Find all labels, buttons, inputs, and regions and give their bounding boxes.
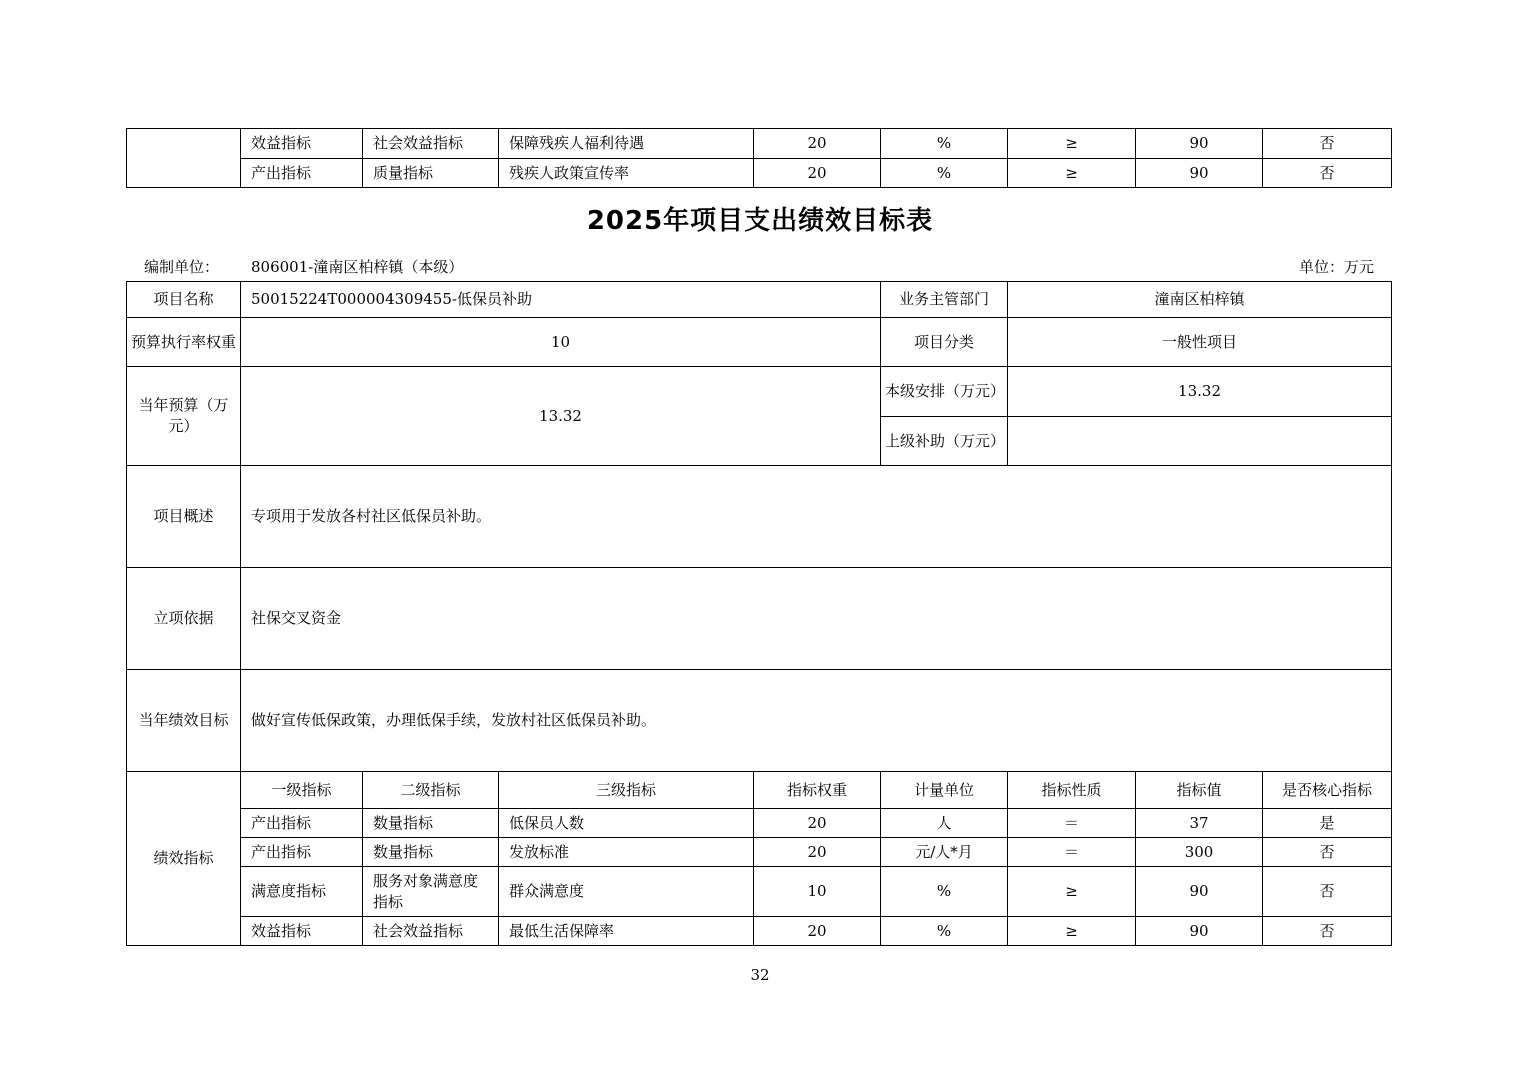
nature-cell: ≥ — [1008, 867, 1136, 917]
budget-value: 13.32 — [241, 367, 881, 466]
level3-cell: 残疾人政策宣传率 — [499, 159, 754, 188]
value-cell: 37 — [1136, 809, 1263, 838]
column-header: 是否核心指标 — [1263, 772, 1392, 809]
level2-cell: 质量指标 — [363, 159, 499, 188]
goal-value: 做好宣传低保政策，办理低保手续，发放村社区低保员补助。 — [241, 670, 1392, 772]
unit-value: 806001-潼南区柏梓镇（本级） — [251, 258, 464, 276]
local-label: 本级安排（万元） — [881, 367, 1008, 417]
exec-label: 预算执行率权重 — [127, 318, 241, 367]
category-value: 一般性项目 — [1008, 318, 1392, 367]
value-cell: 90 — [1136, 867, 1263, 917]
level2-cell: 社会效益指标 — [363, 129, 499, 159]
basis-value: 社保交叉资金 — [241, 568, 1392, 670]
level1-cell: 满意度指标 — [241, 867, 363, 917]
page-title: 2025年项目支出绩效目标表 — [586, 206, 934, 236]
level2-cell: 社会效益指标 — [363, 917, 499, 946]
level3-cell: 发放标准 — [499, 838, 754, 867]
column-header: 三级指标 — [499, 772, 754, 809]
exec-value: 10 — [241, 318, 881, 367]
level3-cell: 低保员人数 — [499, 809, 754, 838]
level3-cell: 保障残疾人福利待遇 — [499, 129, 754, 159]
level2-cell: 数量指标 — [363, 809, 499, 838]
weight-cell: 20 — [754, 917, 881, 946]
unit-label: 编制单位： — [144, 258, 220, 276]
column-header: 指标性质 — [1008, 772, 1136, 809]
core-cell: 否 — [1263, 838, 1392, 867]
table-row — [127, 159, 1392, 188]
unit-cell: 人 — [881, 809, 1008, 838]
overview-label: 项目概述 — [127, 466, 241, 568]
unit-cell: % — [881, 159, 1008, 188]
nature-cell: ≥ — [1008, 159, 1136, 188]
column-header: 指标值 — [1136, 772, 1263, 809]
weight-cell: 20 — [754, 129, 881, 159]
empty-cell — [127, 129, 241, 188]
category-label: 项目分类 — [881, 318, 1008, 367]
upper-value — [1008, 417, 1392, 466]
currency-label: 单位：万元 — [1299, 258, 1375, 276]
level2-cell: 数量指标 — [363, 838, 499, 867]
table-row — [127, 867, 1392, 917]
table-row — [127, 809, 1392, 838]
nature-cell: ＝ — [1008, 809, 1136, 838]
unit-cell: % — [881, 917, 1008, 946]
basis-label: 立项依据 — [127, 568, 241, 670]
core-cell: 是 — [1263, 809, 1392, 838]
table-row — [127, 129, 1392, 159]
dept-value: 潼南区柏梓镇 — [1008, 282, 1392, 318]
table-row — [127, 282, 1392, 318]
unit-cell: 元/人*月 — [881, 838, 1008, 867]
level1-cell: 产出指标 — [241, 838, 363, 867]
column-header: 计量单位 — [881, 772, 1008, 809]
page-number: 32 — [750, 966, 770, 984]
goal-label: 当年绩效目标 — [127, 670, 241, 772]
level1-cell: 产出指标 — [241, 809, 363, 838]
column-header: 一级指标 — [241, 772, 363, 809]
dept-label: 业务主管部门 — [881, 282, 1008, 318]
value-cell: 300 — [1136, 838, 1263, 867]
performance-table — [126, 281, 1392, 946]
value-cell: 90 — [1136, 917, 1263, 946]
overview-value: 专项用于发放各村社区低保员补助。 — [241, 466, 1392, 568]
level3-cell: 最低生活保障率 — [499, 917, 754, 946]
table-row — [127, 670, 1392, 772]
core-cell: 否 — [1263, 129, 1392, 159]
table-row — [127, 568, 1392, 670]
level1-cell: 产出指标 — [241, 159, 363, 188]
core-cell: 否 — [1263, 917, 1392, 946]
column-header: 二级指标 — [363, 772, 499, 809]
indicators-label: 绩效指标 — [127, 772, 241, 946]
weight-cell: 10 — [754, 867, 881, 917]
local-value: 13.32 — [1008, 367, 1392, 417]
level2-cell: 服务对象满意度指标 — [363, 867, 499, 917]
budget-label: 当年预算（万元） — [127, 367, 241, 466]
nature-cell: ＝ — [1008, 838, 1136, 867]
core-cell: 否 — [1263, 159, 1392, 188]
column-header: 指标权重 — [754, 772, 881, 809]
indicator-header-row — [127, 772, 1392, 809]
upper-label: 上级补助（万元） — [881, 417, 1008, 466]
table-row — [127, 838, 1392, 867]
value-cell: 90 — [1136, 129, 1263, 159]
level1-cell: 效益指标 — [241, 129, 363, 159]
weight-cell: 20 — [754, 159, 881, 188]
table-row — [127, 466, 1392, 568]
nature-cell: ≥ — [1008, 917, 1136, 946]
level1-cell: 效益指标 — [241, 917, 363, 946]
table-row — [127, 318, 1392, 367]
weight-cell: 20 — [754, 838, 881, 867]
continuation-table — [126, 128, 1392, 188]
table-row — [127, 367, 1392, 417]
table-row — [127, 917, 1392, 946]
nature-cell: ≥ — [1008, 129, 1136, 159]
unit-cell: % — [881, 867, 1008, 917]
core-cell: 否 — [1263, 867, 1392, 917]
value-cell: 90 — [1136, 159, 1263, 188]
level3-cell: 群众满意度 — [499, 867, 754, 917]
weight-cell: 20 — [754, 809, 881, 838]
project-name-value: 50015224T000004309455-低保员补助 — [241, 282, 881, 318]
project-name-label: 项目名称 — [127, 282, 241, 318]
unit-cell: % — [881, 129, 1008, 159]
